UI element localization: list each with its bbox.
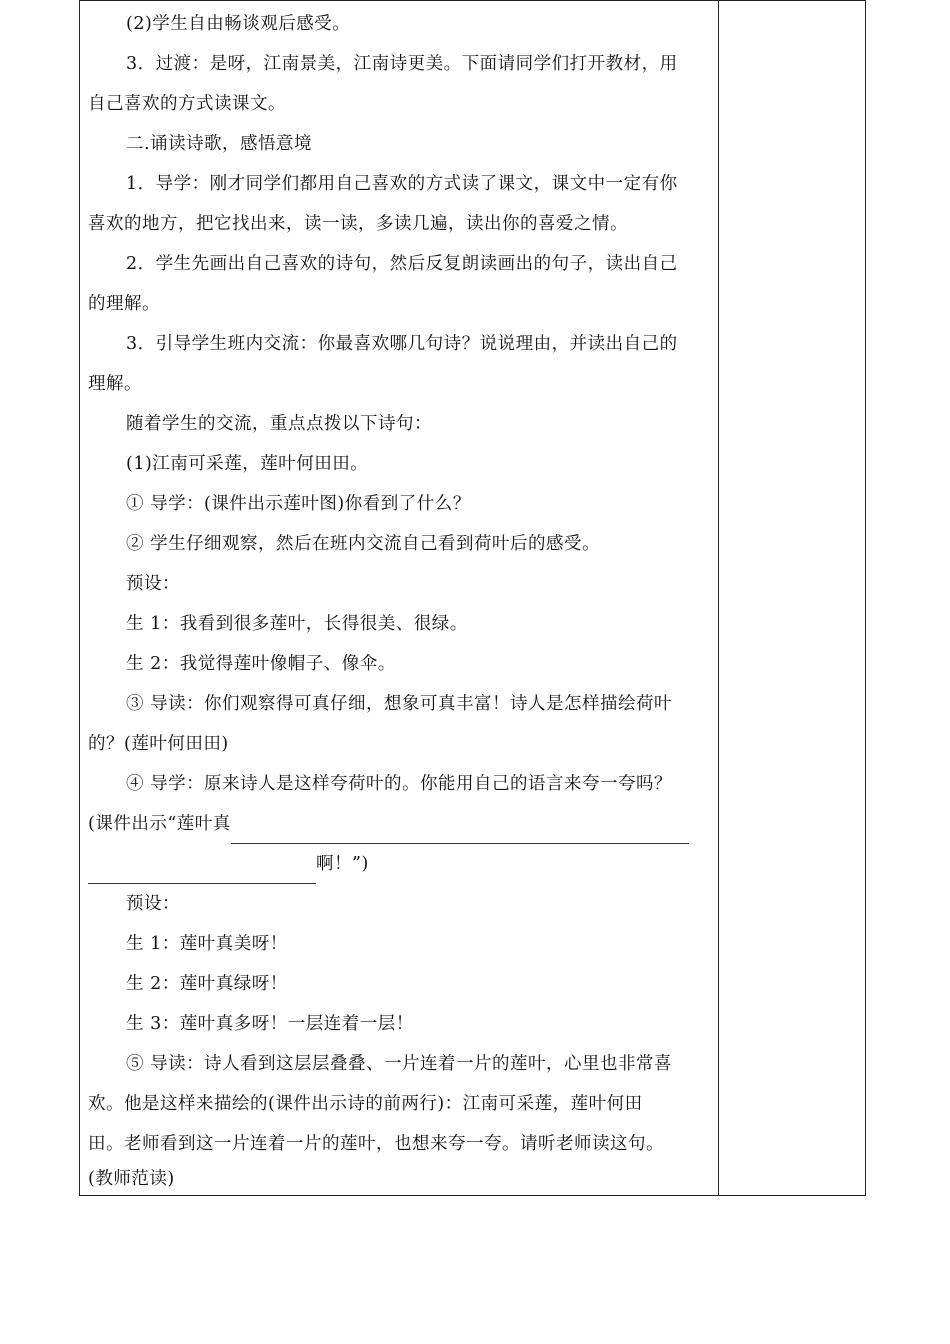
text-line: ⑤ 导读：诗人看到这层层叠叠、一片连着一片的莲叶，心里也非常喜 — [126, 1054, 673, 1074]
blank-underline — [88, 857, 316, 884]
text-line: 自己喜欢的方式读课文。 — [88, 94, 286, 114]
section-heading: 二.诵读诗歌，感悟意境 — [126, 134, 313, 154]
text-line: (1)江南可采莲，莲叶何田田。 — [126, 454, 369, 474]
text-line: 的？(莲叶何田田) — [88, 734, 229, 754]
text-line: (2)学生自由畅谈观后感受。 — [126, 14, 351, 34]
table-column-divider — [718, 0, 719, 1196]
blank-underline — [231, 817, 689, 844]
text-line: ② 学生仔细观察，然后在班内交流自己看到荷叶后的感受。 — [126, 534, 601, 554]
text-line: 3．过渡：是呀，江南景美，江南诗更美。下面请同学们打开教材，用 — [126, 54, 678, 74]
text-line: 生 1：莲叶真美呀！ — [126, 934, 288, 954]
text-line: 生 2：莲叶真绿呀！ — [126, 974, 288, 994]
text-line: 理解。 — [88, 374, 142, 394]
text-line: 生 2：我觉得莲叶像帽子、像伞。 — [126, 654, 396, 674]
fill-blank-line — [88, 804, 689, 844]
text-line: 田。老师看到这一片连着一片的莲叶，也想来夸一夸。请听老师读这句。 — [88, 1134, 664, 1154]
text-line: ③ 导读：你们观察得可真仔细，想象可真丰富！诗人是怎样描绘荷叶 — [126, 694, 673, 714]
text-line: 2．学生先画出自己喜欢的诗句，然后反复朗读画出的句子，读出自己 — [126, 254, 678, 274]
text-line: ① 导学：(课件出示莲叶图)你看到了什么？ — [126, 494, 471, 514]
text-line: 喜欢的地方，把它找出来，读一读，多读几遍，读出你的喜爱之情。 — [88, 214, 628, 234]
text-line: 生 1：我看到很多莲叶，长得很美、很绿。 — [126, 614, 468, 634]
text-line: (教师范读) — [88, 1169, 175, 1189]
text-line: 1．导学：刚才同学们都用自己喜欢的方式读了课文，课文中一定有你 — [126, 174, 678, 194]
text-segment: (课件出示“莲叶真 — [88, 814, 231, 834]
text-line: 3．引导学生班内交流：你最喜欢哪几句诗？说说理由，并读出自己的 — [126, 334, 678, 354]
text-line: 生 3：莲叶真多呀！一层连着一层！ — [126, 1014, 414, 1034]
text-line: ④ 导学：原来诗人是这样夸荷叶的。你能用自己的语言来夸一夸吗？ — [126, 774, 673, 794]
fill-blank-line — [88, 844, 369, 884]
text-line: 预设： — [126, 574, 180, 594]
text-line: 预设： — [126, 894, 180, 914]
text-line: 欢。他是这样来描绘的(课件出示诗的前两行)：江南可采莲，莲叶何田 — [88, 1094, 643, 1114]
text-line: 的理解。 — [88, 294, 160, 314]
text-segment: 啊！”) — [316, 854, 369, 874]
text-line: 随着学生的交流，重点点拨以下诗句： — [126, 414, 432, 434]
